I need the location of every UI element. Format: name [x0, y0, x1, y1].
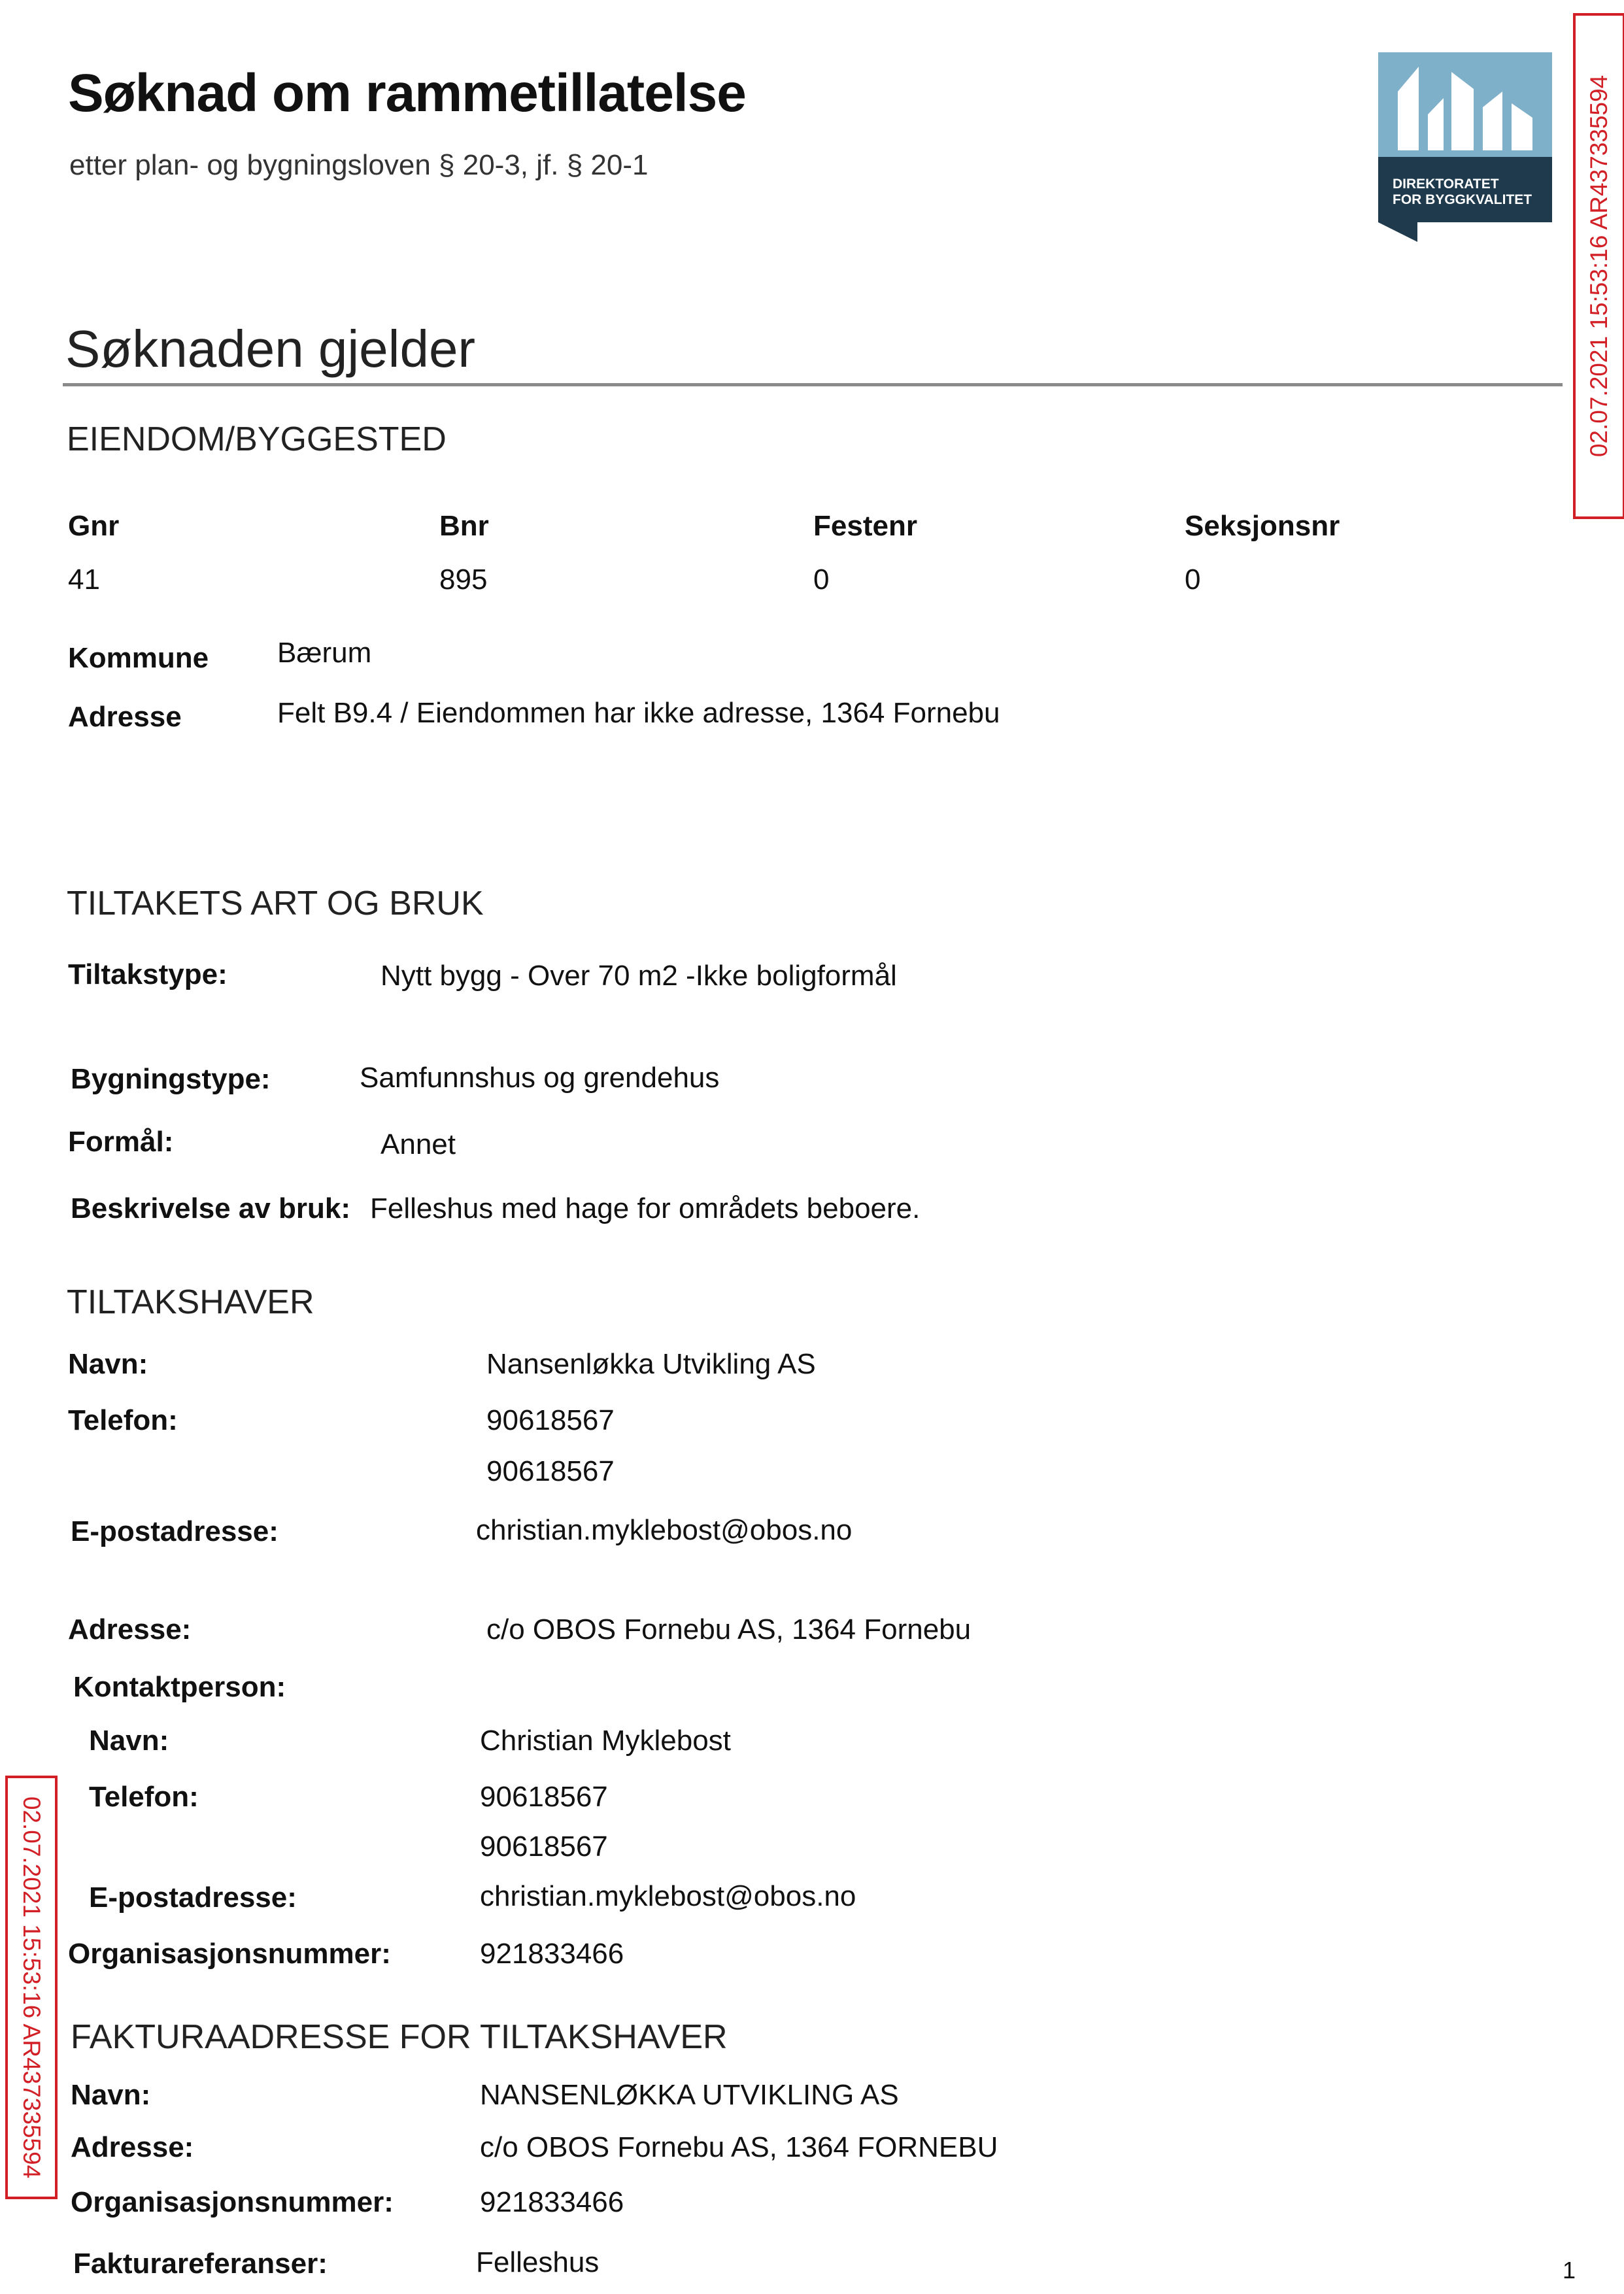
- festenr-label: Festenr: [813, 510, 917, 542]
- dibk-logo: [1378, 52, 1552, 242]
- adresse-value: Felt B9.4 / Eiendommen har ikke adresse, 1364 Fornebu: [277, 697, 1000, 729]
- logo-text-line1: DIREKTORATET: [1393, 177, 1499, 192]
- tiltakshaver-adresse-label: Adresse:: [68, 1613, 192, 1645]
- kontakt-navn-label: Navn:: [89, 1725, 169, 1757]
- tiltakshaver-orgnr-label: Organisasjonsnummer:: [68, 1938, 391, 1970]
- faktura-adresse-value: c/o OBOS Fornebu AS, 1364 FORNEBU: [480, 2131, 998, 2163]
- kontakt-epost-label: E-postadresse:: [89, 1881, 297, 1914]
- faktura-orgnr-label: Organisasjonsnummer:: [71, 2186, 394, 2218]
- page-subtitle: etter plan- og bygningsloven § 20-3, jf. § 20-1: [69, 149, 649, 181]
- kommune-label: Kommune: [68, 642, 209, 674]
- faktura-referanse-label: Fakturareferanser:: [73, 2248, 328, 2280]
- bygningstype-label: Bygningstype:: [71, 1063, 271, 1095]
- bygningstype-value: Samfunnshus og grendehus: [360, 1062, 720, 1094]
- kontakt-epost-value: christian.myklebost@obos.no: [480, 1880, 856, 1912]
- tiltakshaver-navn-value: Nansenløkka Utvikling AS: [486, 1348, 816, 1380]
- kontakt-navn-value: Christian Myklebost: [480, 1725, 731, 1757]
- faktura-referanse-value: Felleshus: [476, 2246, 600, 2278]
- beskrivelse-value: Felleshus med hage for områdets beboere.: [370, 1192, 921, 1224]
- timestamp-stamp-bottom: [5, 1776, 58, 2199]
- faktura-orgnr-value: 921833466: [480, 2186, 624, 2218]
- page-number: 1: [1562, 2257, 1576, 2284]
- logo-text-line2: FOR BYGGKVALITET: [1393, 192, 1532, 207]
- tiltakshaver-heading: TILTAKSHAVER: [67, 1283, 314, 1321]
- kontakt-telefon-value-2: 90618567: [480, 1830, 608, 1863]
- faktura-heading: FAKTURAADRESSE FOR TILTAKSHAVER: [71, 2018, 728, 2056]
- page-title: Søknad om rammetillatelse: [68, 63, 746, 123]
- eiendom-heading: EIENDOM/BYGGESTED: [67, 420, 447, 458]
- section-title: Søknaden gjelder: [65, 320, 476, 378]
- tiltakshaver-telefon-label: Telefon:: [68, 1404, 178, 1436]
- formal-value: Annet: [381, 1128, 456, 1160]
- tiltakstype-value: Nytt bygg - Over 70 m2 -Ikke boligformål: [381, 960, 897, 992]
- kontakt-telefon-value-1: 90618567: [480, 1781, 608, 1813]
- dibk-logo-icon: [1378, 52, 1552, 242]
- kommune-value: Bærum: [277, 637, 372, 669]
- faktura-navn-value: NANSENLØKKA UTVIKLING AS: [480, 2079, 899, 2111]
- bnr-value: 895: [439, 564, 488, 596]
- tiltakshaver-telefon-value-1: 90618567: [486, 1404, 615, 1436]
- section-divider: [63, 383, 1563, 386]
- stamp-text: 02.07.2021 15:53:16 AR437335594: [18, 1796, 46, 2179]
- formal-label: Formål:: [68, 1126, 174, 1158]
- tiltakstype-label: Tiltakstype:: [68, 958, 228, 990]
- tiltakshaver-adresse-value: c/o OBOS Fornebu AS, 1364 Fornebu: [486, 1613, 972, 1645]
- tiltak-heading: TILTAKETS ART OG BRUK: [67, 885, 484, 922]
- kontaktperson-label: Kontaktperson:: [73, 1671, 286, 1703]
- tiltakshaver-epost-value: christian.myklebost@obos.no: [476, 1514, 853, 1546]
- gnr-label: Gnr: [68, 510, 120, 542]
- timestamp-stamp-top: [1573, 13, 1624, 519]
- tiltakshaver-orgnr-value: 921833466: [480, 1938, 624, 1970]
- faktura-adresse-label: Adresse:: [71, 2131, 194, 2163]
- gnr-value: 41: [68, 564, 100, 596]
- seksjonsnr-label: Seksjonsnr: [1185, 510, 1340, 542]
- beskrivelse-label: Beskrivelse av bruk:: [71, 1192, 351, 1224]
- tiltakshaver-telefon-value-2: 90618567: [486, 1455, 615, 1487]
- stamp-text: 02.07.2021 15:53:16 AR437335594: [1585, 75, 1613, 458]
- tiltakshaver-navn-label: Navn:: [68, 1348, 148, 1380]
- kontakt-telefon-label: Telefon:: [89, 1781, 199, 1813]
- adresse-label: Adresse: [68, 701, 182, 733]
- festenr-value: 0: [813, 564, 830, 596]
- seksjonsnr-value: 0: [1185, 564, 1201, 596]
- bnr-label: Bnr: [439, 510, 489, 542]
- faktura-navn-label: Navn:: [71, 2079, 151, 2111]
- tiltakshaver-epost-label: E-postadresse:: [71, 1515, 279, 1547]
